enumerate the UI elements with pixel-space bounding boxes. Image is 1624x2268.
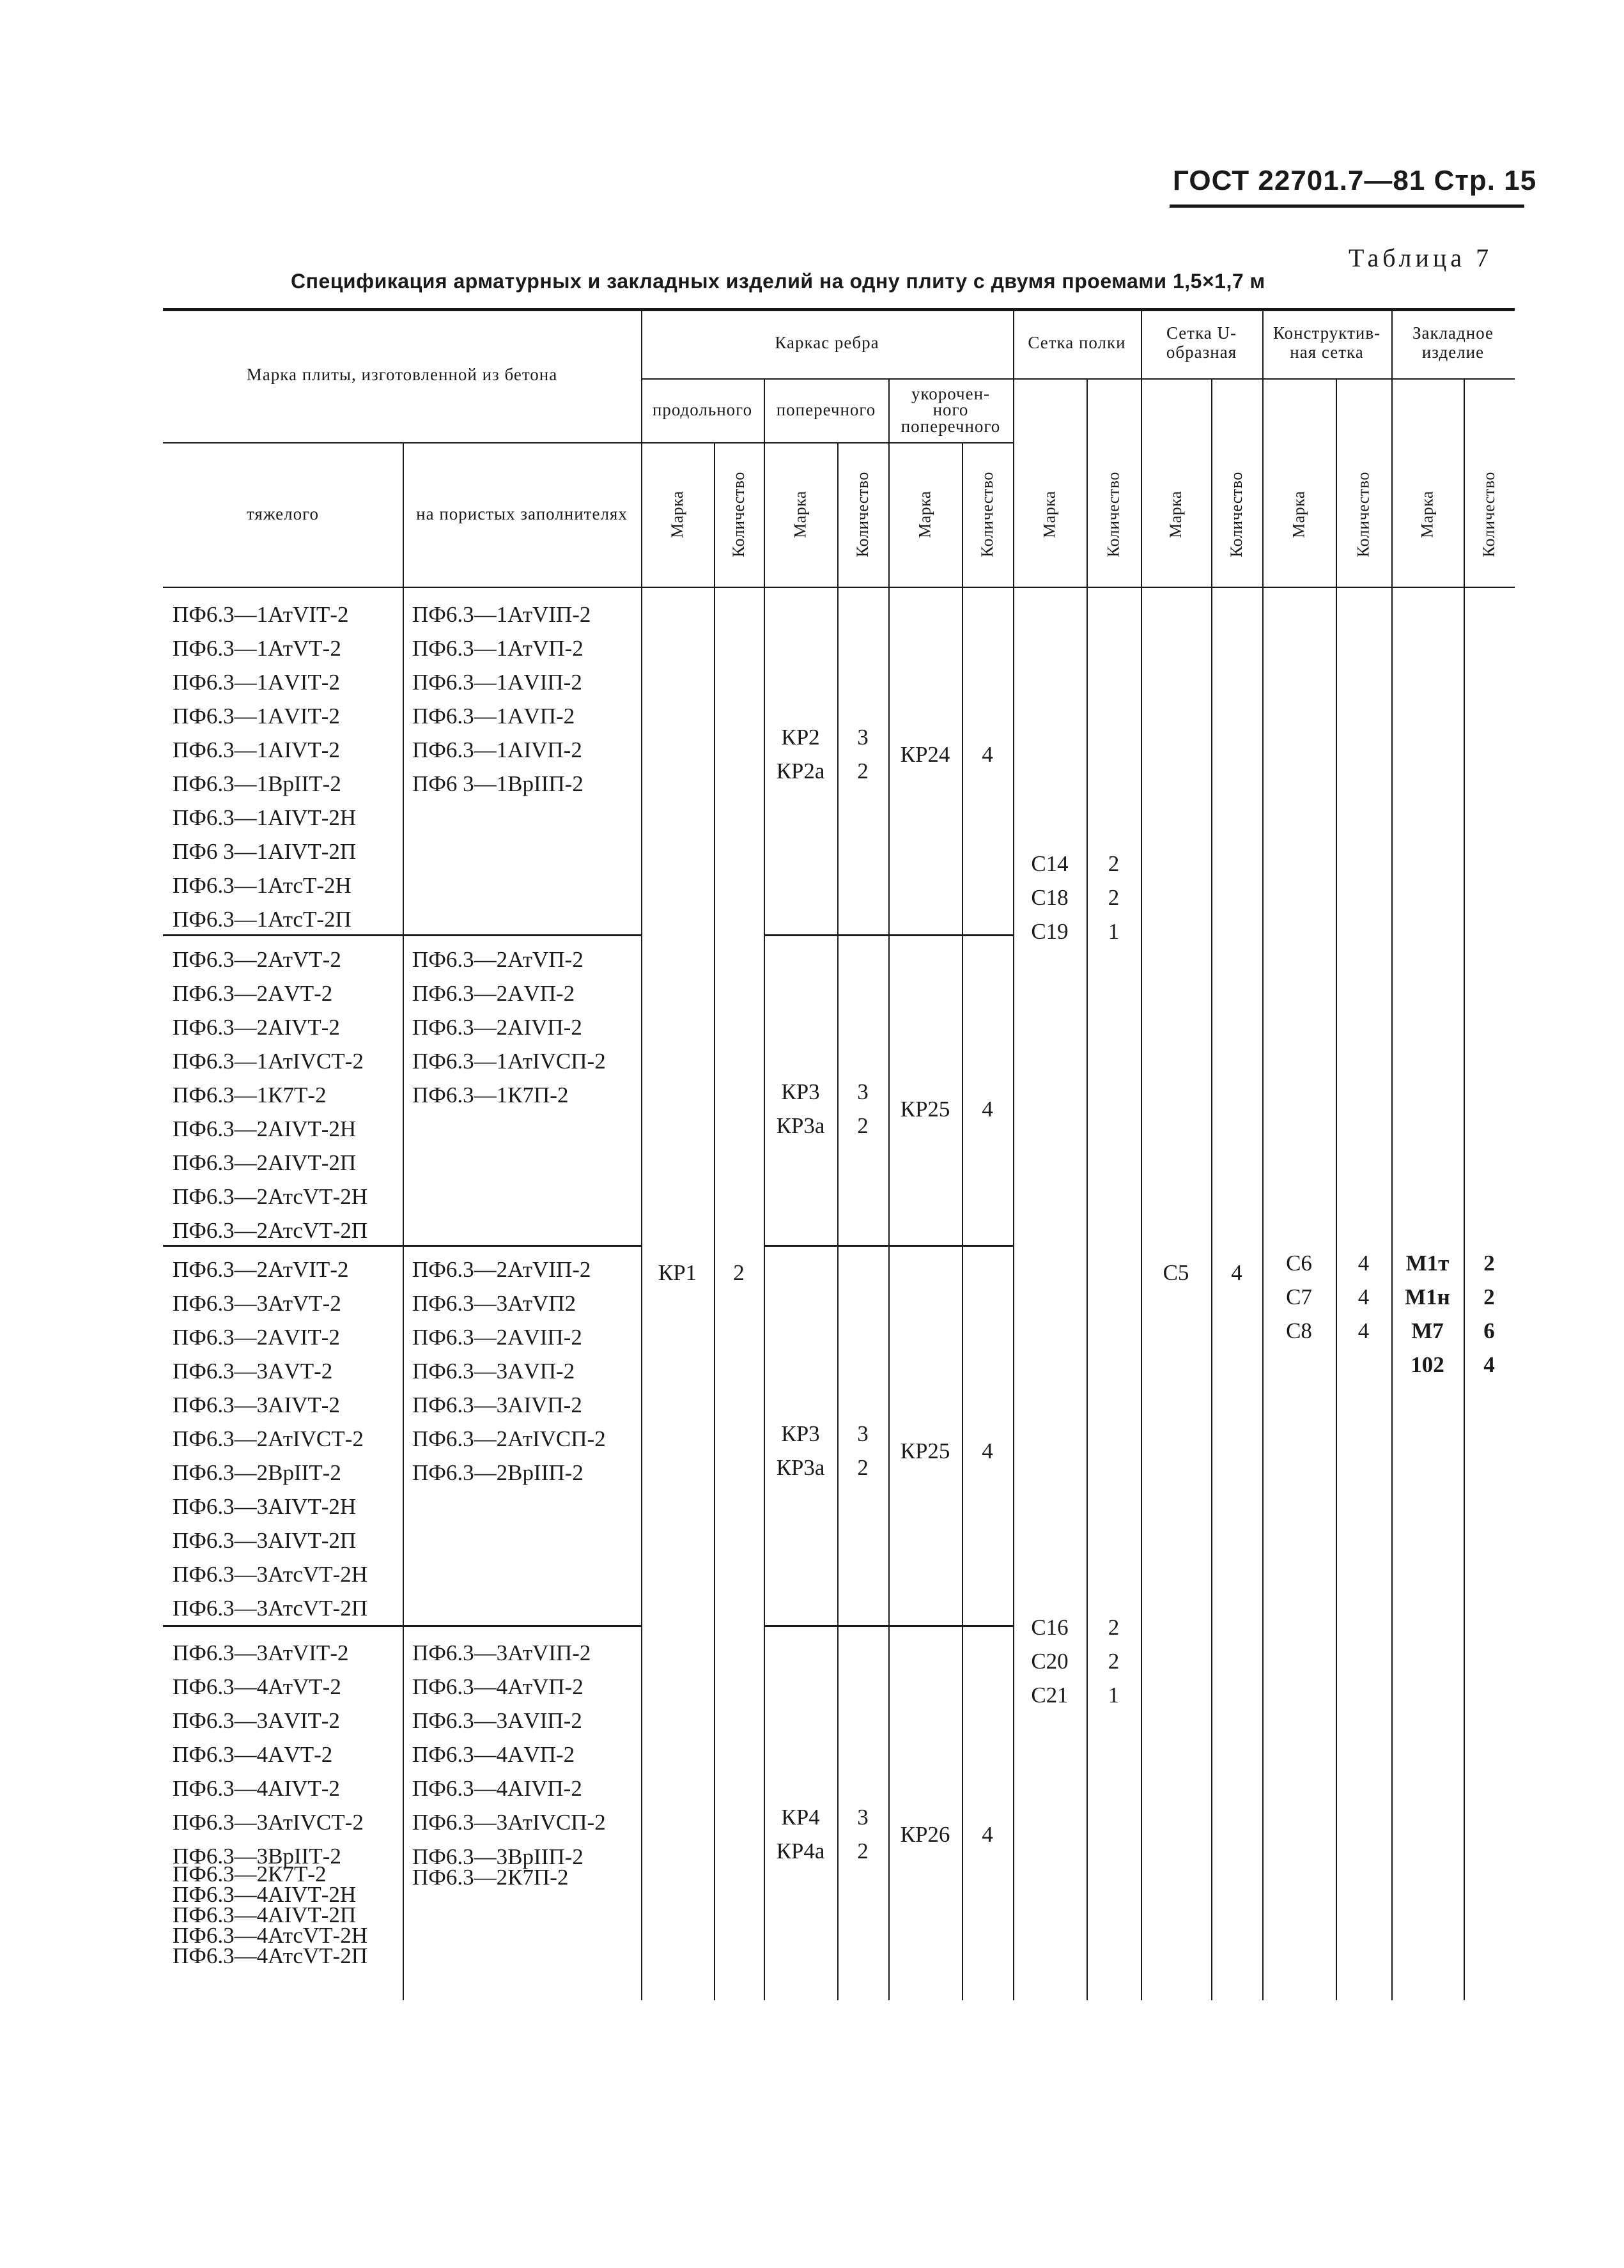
heavy-plate-mark: ПФ6.3—1АтIVСТ-2 (173, 1049, 364, 1074)
heavy-plate-mark: ПФ6.3—1АVIТ-2 (173, 704, 340, 729)
embedded-item-mark: М1н (1405, 1284, 1450, 1309)
embedded-item-count: 6 (1483, 1318, 1495, 1343)
column-rule (714, 442, 715, 2000)
longitudinal-frame-count: 2 (733, 1260, 745, 1285)
shelf-mesh-count: 2 (1108, 885, 1120, 910)
cross-frame-count: 2 (857, 1455, 869, 1480)
header-marka-vertical: Марка (1418, 491, 1437, 538)
heavy-plate-mark: ПФ6.3—3АVТ-2 (173, 1359, 333, 1384)
header-setka-u: Сетка U-образная (1166, 323, 1237, 362)
embedded-item-mark: М7 (1411, 1318, 1444, 1343)
porous-plate-mark: ПФ6.3—1АVП-2 (412, 704, 575, 729)
header-marka-vertical: Марка (791, 491, 810, 538)
column-rule (1464, 380, 1465, 2000)
cross-frame-count: 3 (857, 1079, 869, 1104)
header-ukorochennogo: укорочен-ного поперечного (901, 383, 1001, 436)
header-marka-vertical: Марка (668, 491, 686, 538)
embedded-item-count: 4 (1483, 1352, 1495, 1377)
heavy-plate-mark: ПФ6.3—2АтIVСТ-2 (173, 1426, 364, 1451)
porous-plate-mark: ПФ6.3—1АVIП-2 (412, 670, 582, 695)
porous-plate-mark: ПФ6.3—3АIVП-2 (412, 1392, 582, 1417)
short-cross-frame-mark: КР26 (900, 1821, 950, 1847)
header-kolichestvo-vertical: Количество (978, 472, 996, 557)
heavy-plate-mark: ПФ6.3—2К7Т-2 (173, 1862, 327, 1886)
porous-plate-mark: ПФ6.3—1АтIVСП-2 (412, 1049, 606, 1074)
header-kolichestvo-vertical: Количество (853, 472, 872, 557)
cross-frame-count: 2 (857, 759, 869, 783)
structural-mesh-count: 4 (1357, 1284, 1370, 1309)
page-header: ГОСТ 22701.7—81 Стр. 15 (1173, 165, 1537, 196)
short-cross-frame-count: 4 (982, 741, 993, 767)
cross-frame-mark: КР3 (781, 1079, 820, 1104)
heavy-plate-mark: ПФ6.3—3АтсVТ-2П (173, 1596, 368, 1621)
porous-plate-mark: ПФ6.3—2ВрIIП-2 (412, 1460, 584, 1485)
cross-frame-mark: КР2 (781, 725, 820, 750)
column-rule (1336, 380, 1337, 2000)
heavy-plate-mark: ПФ6.3—2АIVТ-2Н (173, 1116, 357, 1141)
heavy-plate-mark: ПФ6.3—1АтсТ-2Н (173, 873, 352, 898)
heavy-plate-mark: ПФ6.3—3АтVТ-2 (173, 1291, 341, 1316)
header-prodolnogo: продольного (652, 400, 753, 420)
porous-plate-mark: ПФ6.3—4АVП-2 (412, 1742, 575, 1767)
heavy-plate-mark: ПФ6.3—3ВрIIТ-2 (173, 1844, 341, 1869)
short-cross-frame-mark: КР25 (900, 1438, 950, 1463)
heavy-plate-mark: ПФ6.3—2АтсVТ-2П (173, 1218, 368, 1243)
shelf-mesh-count: 2 (1108, 851, 1120, 876)
porous-plate-mark: ПФ6.3—1АтVIП-2 (412, 602, 591, 627)
shelf-mesh-mark: С18 (1031, 885, 1069, 910)
header-marka-vertical: Марка (1289, 491, 1308, 538)
short-cross-frame-mark: КР24 (900, 741, 950, 767)
header-marka-vertical: Марка (1166, 491, 1185, 538)
cross-frame-mark: КР3а (776, 1113, 825, 1138)
shelf-mesh-count: 1 (1108, 1683, 1120, 1708)
header-zakladnoe: Закладное изделие (1412, 323, 1494, 362)
column-rule (888, 378, 890, 2000)
embedded-item-count: 2 (1483, 1284, 1495, 1309)
heavy-plate-mark: ПФ6.3—1К7Т-2 (173, 1083, 327, 1107)
cross-frame-mark: КР4 (781, 1805, 820, 1830)
porous-plate-mark: ПФ6.3—4АтVП-2 (412, 1674, 584, 1699)
cross-frame-mark: КР3 (781, 1421, 820, 1446)
porous-plate-mark: ПФ6.3—3ВрIIП-2 (412, 1844, 584, 1869)
heavy-plate-mark: ПФ6.3—4АIVТ-2П (173, 1902, 357, 1927)
cross-frame-count: 3 (857, 1421, 869, 1446)
shelf-mesh-count: 2 (1108, 1649, 1120, 1674)
header-poristye: на пористых заполнителях (416, 504, 628, 524)
embedded-item-count: 2 (1483, 1251, 1495, 1276)
heavy-plate-mark: ПФ6 3—1АIVТ-2П (173, 839, 357, 864)
porous-plate-mark: ПФ6.3—3АVIП-2 (412, 1708, 582, 1733)
heavy-plate-mark: ПФ6.3—1АтVТ-2 (173, 636, 341, 661)
porous-plate-mark: ПФ6.3—1К7П-2 (412, 1083, 569, 1107)
cross-frame-count: 2 (857, 1839, 869, 1863)
heavy-plate-mark: ПФ6.3—2АVIТ-2 (173, 1325, 340, 1350)
porous-plate-mark: ПФ6.3—3АтVIП-2 (412, 1640, 591, 1665)
porous-plate-mark: ПФ6.3—2АVIП-2 (412, 1325, 582, 1350)
table-caption: Спецификация арматурных и закладных изделий на одну плиту с двумя проемами 1,5×1,7 м (291, 270, 1265, 293)
column-rule (1211, 380, 1212, 2000)
header-marka-vertical: Марка (1040, 491, 1059, 538)
group-separator (163, 1625, 641, 1627)
cross-frame-mark: КР2а (776, 759, 825, 783)
heavy-plate-mark: ПФ6.3—3АIVТ-2 (173, 1392, 340, 1417)
heavy-plate-mark: ПФ6.3—4АIVТ-2Н (173, 1882, 357, 1907)
porous-plate-mark: ПФ6.3—2АтVП-2 (412, 947, 584, 972)
heavy-plate-mark: ПФ6.3—4АтсVТ-2Н (173, 1923, 368, 1948)
heavy-plate-mark: ПФ6.3—2АтVIТ-2 (173, 1257, 349, 1282)
heavy-plate-mark: ПФ6.3—2АIVТ-2 (173, 1015, 340, 1040)
heavy-plate-mark: ПФ6.3—4АIVТ-2 (173, 1776, 340, 1801)
heavy-plate-mark: ПФ6.3—2ВрIIТ-2 (173, 1460, 341, 1485)
short-cross-frame-count: 4 (982, 1438, 993, 1463)
shelf-mesh-count: 2 (1108, 1615, 1120, 1640)
short-cross-frame-count: 4 (982, 1096, 993, 1122)
porous-plate-mark: ПФ6.3—2К7П-2 (412, 1865, 569, 1890)
header-kolichestvo-vertical: Количество (1480, 472, 1498, 557)
cross-frame-count: 3 (857, 1805, 869, 1830)
heavy-plate-mark: ПФ6.3—4АтVТ-2 (173, 1674, 341, 1699)
u-mesh-count: 4 (1231, 1260, 1242, 1285)
header-rule-level3 (641, 442, 1013, 444)
heavy-plate-mark: ПФ6.3—3АVIТ-2 (173, 1708, 340, 1733)
header-karkas-rebra: Каркас ребра (775, 333, 879, 353)
porous-plate-mark: ПФ6.3—1АтVП-2 (412, 636, 584, 661)
header-rule (1170, 204, 1524, 208)
heavy-plate-mark: ПФ6.3—2АVТ-2 (173, 981, 333, 1006)
cross-frame-count: 2 (857, 1113, 869, 1138)
header-marka-vertical: Марка (915, 491, 934, 538)
porous-plate-mark: ПФ6 3—1ВрIIП-2 (412, 771, 584, 796)
shelf-mesh-mark: С20 (1031, 1649, 1069, 1674)
column-rule (962, 442, 963, 2000)
header-bottom-rule (163, 587, 1515, 588)
cross-frame-count: 3 (857, 725, 869, 750)
heavy-plate-mark: ПФ6.3—3АIVТ-2П (173, 1528, 357, 1553)
structural-mesh-mark: С7 (1286, 1284, 1312, 1309)
short-cross-frame-mark: КР25 (900, 1096, 950, 1122)
porous-plate-mark: ПФ6.3—3АтVП2 (412, 1291, 576, 1316)
header-konstr-setka: Конструктив-ная сетка (1272, 323, 1381, 362)
structural-mesh-mark: С6 (1286, 1251, 1312, 1276)
porous-plate-mark: ПФ6.3—2АтVIП-2 (412, 1257, 591, 1282)
porous-plate-mark: ПФ6.3—2АтIVСП-2 (412, 1426, 606, 1451)
column-rule (403, 442, 404, 2000)
header-kolichestvo-vertical: Количество (1227, 472, 1246, 557)
header-kolichestvo-vertical: Количество (1354, 472, 1373, 557)
shelf-mesh-mark: С16 (1031, 1615, 1069, 1640)
table-label: Таблица 7 (1349, 243, 1493, 272)
heavy-plate-mark: ПФ6.3—3АIVТ-2Н (173, 1494, 357, 1519)
embedded-item-mark: 102 (1411, 1352, 1444, 1377)
structural-mesh-mark: С8 (1286, 1318, 1312, 1343)
heavy-plate-mark: ПФ6.3—3АтVIТ-2 (173, 1640, 349, 1665)
header-kolichestvo-vertical: Количество (1104, 472, 1123, 557)
heavy-plate-mark: ПФ6.3—1АIVТ-2 (173, 737, 340, 762)
structural-mesh-count: 4 (1357, 1318, 1370, 1343)
heavy-plate-mark: ПФ6.3—1АтVIТ-2 (173, 602, 349, 627)
heavy-plate-mark: ПФ6.3—1АIVТ-2Н (173, 805, 357, 830)
header-setka-polki: Сетка полки (1028, 333, 1126, 353)
group-separator (764, 1625, 1013, 1627)
column-rule (764, 378, 765, 2000)
heavy-plate-mark: ПФ6.3—4АтсVТ-2П (173, 1943, 368, 1968)
heavy-plate-mark: ПФ6.3—2АIVТ-2П (173, 1150, 357, 1175)
shelf-mesh-mark: С21 (1031, 1683, 1069, 1708)
column-rule (1087, 380, 1088, 2000)
porous-plate-mark: ПФ6.3—2АVП-2 (412, 981, 575, 1006)
header-marka-plity: Марка плиты, изготовленной из бетона (246, 365, 558, 385)
porous-plate-mark: ПФ6.3—3АтIVСП-2 (412, 1810, 606, 1835)
shelf-mesh-count: 1 (1108, 919, 1120, 944)
heavy-plate-mark: ПФ6.3—1АVIТ-2 (173, 670, 340, 695)
porous-plate-mark: ПФ6.3—1АIVП-2 (412, 737, 582, 762)
shelf-mesh-mark: С14 (1031, 851, 1069, 876)
short-cross-frame-count: 4 (982, 1821, 993, 1847)
u-mesh-mark: С5 (1163, 1260, 1189, 1285)
shelf-mesh-mark: С19 (1031, 919, 1069, 944)
header-poperechnogo: поперечного (776, 400, 876, 420)
cross-frame-mark: КР3а (776, 1455, 825, 1480)
heavy-plate-mark: ПФ6.3—3АтIVСТ-2 (173, 1810, 364, 1835)
group-separator (764, 934, 1013, 936)
structural-mesh-count: 4 (1357, 1251, 1370, 1276)
longitudinal-frame-mark: КР1 (658, 1260, 697, 1285)
heavy-plate-mark: ПФ6.3—4АVТ-2 (173, 1742, 333, 1767)
heavy-plate-mark: ПФ6.3—3АтсVТ-2Н (173, 1562, 368, 1587)
heavy-plate-mark: ПФ6.3—1АтсТ-2П (173, 907, 352, 932)
header-tyazhelogo: тяжелого (246, 504, 320, 524)
column-rule (837, 442, 839, 2000)
cross-frame-mark: КР4а (776, 1839, 825, 1863)
heavy-plate-mark: ПФ6.3—2АтсVТ-2Н (173, 1184, 368, 1209)
group-separator (764, 1245, 1013, 1247)
porous-plate-mark: ПФ6.3—2АIVП-2 (412, 1015, 582, 1040)
header-kolichestvo-vertical: Количество (729, 472, 748, 557)
heavy-plate-mark: ПФ6.3—1ВрIIТ-2 (173, 771, 341, 796)
embedded-item-mark: М1т (1405, 1251, 1450, 1276)
porous-plate-mark: ПФ6.3—3АVП-2 (412, 1359, 575, 1384)
heavy-plate-mark: ПФ6.3—2АтVТ-2 (173, 947, 341, 972)
porous-plate-mark: ПФ6.3—4АIVП-2 (412, 1776, 582, 1801)
